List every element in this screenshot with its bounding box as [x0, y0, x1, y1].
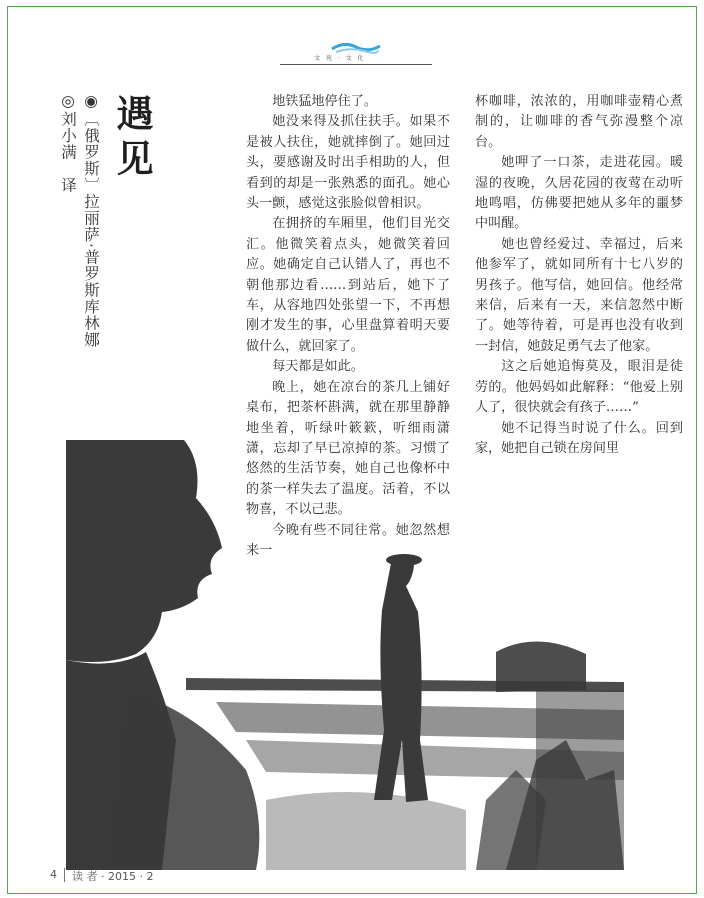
- article-title: 遇见: [110, 94, 153, 184]
- header-rule: [280, 64, 432, 65]
- section-header: [280, 40, 432, 70]
- paragraph: 每天都是如此。: [272, 359, 364, 375]
- page-number: 4: [50, 868, 57, 881]
- paragraph: 她不记得当时说了什么。回到家，她把自己锁在房间里: [475, 420, 683, 456]
- paragraph: 这之后她追悔莫及，眼泪是徒劳的。他妈妈如此解释：“他爱上别人了，很快就会有孩子……”: [475, 359, 683, 416]
- paragraph: 她没来得及抓住扶手。如果不是被人扶住，她就摔倒了。她回过头，要感谢及时出手相助的人，但看到的却是一张熟悉的面孔。她心头一颤，感觉这张脸似曾相识。: [246, 114, 450, 212]
- ink-illustration: [66, 440, 624, 870]
- paragraph: 她呷了一口茶，走进花园。暖湿的夜晚，久居花园的夜莺在动听地鸣唱，仿佛要把她从多年的噩梦中叫醒。: [475, 155, 683, 232]
- paragraph: 在拥挤的车厢里，他们目光交汇。他微笑着点头，她微笑着回应。她确定自己认错人了，再也不朝他那边看……到站后，她下了车，从容地四处张望一下，不再想刚才发生的事，心里盘算着明天要做什么，就回家了。: [246, 216, 450, 354]
- author-line: ◉〔俄罗斯〕拉丽萨·普罗斯库林娜: [82, 92, 100, 348]
- footer-divider: [64, 868, 65, 882]
- paragraph: 地铁猛地停住了。: [272, 94, 377, 109]
- paragraph: 杯咖啡，浓浓的，用咖啡壶精心煮制的，让咖啡的香气弥漫整个凉台。: [475, 94, 683, 150]
- translator-line: ◎刘小满 译: [59, 92, 77, 194]
- paragraph: 她也曾经爱过、幸福过，后来他参军了，就如同所有十七八岁的男孩子。他写信，她回信。他经常来信，后来有一天，来信忽然中断了。她等待着，可是再也没有收到一封信，她鼓足勇气去了他家。: [475, 236, 683, 354]
- section-label: 文 苑 · 文 化: [314, 55, 366, 62]
- text-column-2: [475, 92, 683, 459]
- paragraph: 晚上，她在凉台的茶几上铺好桌布，把茶杯斟满，就在那里静静地坐着，听绿叶簌簌，听细雨潇潇，忘却了早已凉掉的茶。习惯了悠然的生活节奏，她自己也像杯中的茶一样失去了温度。活着，不以物喜，不以己悲。: [246, 379, 450, 518]
- magazine-issue: 读 者 · 2015 · 2: [72, 870, 154, 883]
- paragraph: 今晚有些不同往常。她忽然想来一: [246, 522, 450, 558]
